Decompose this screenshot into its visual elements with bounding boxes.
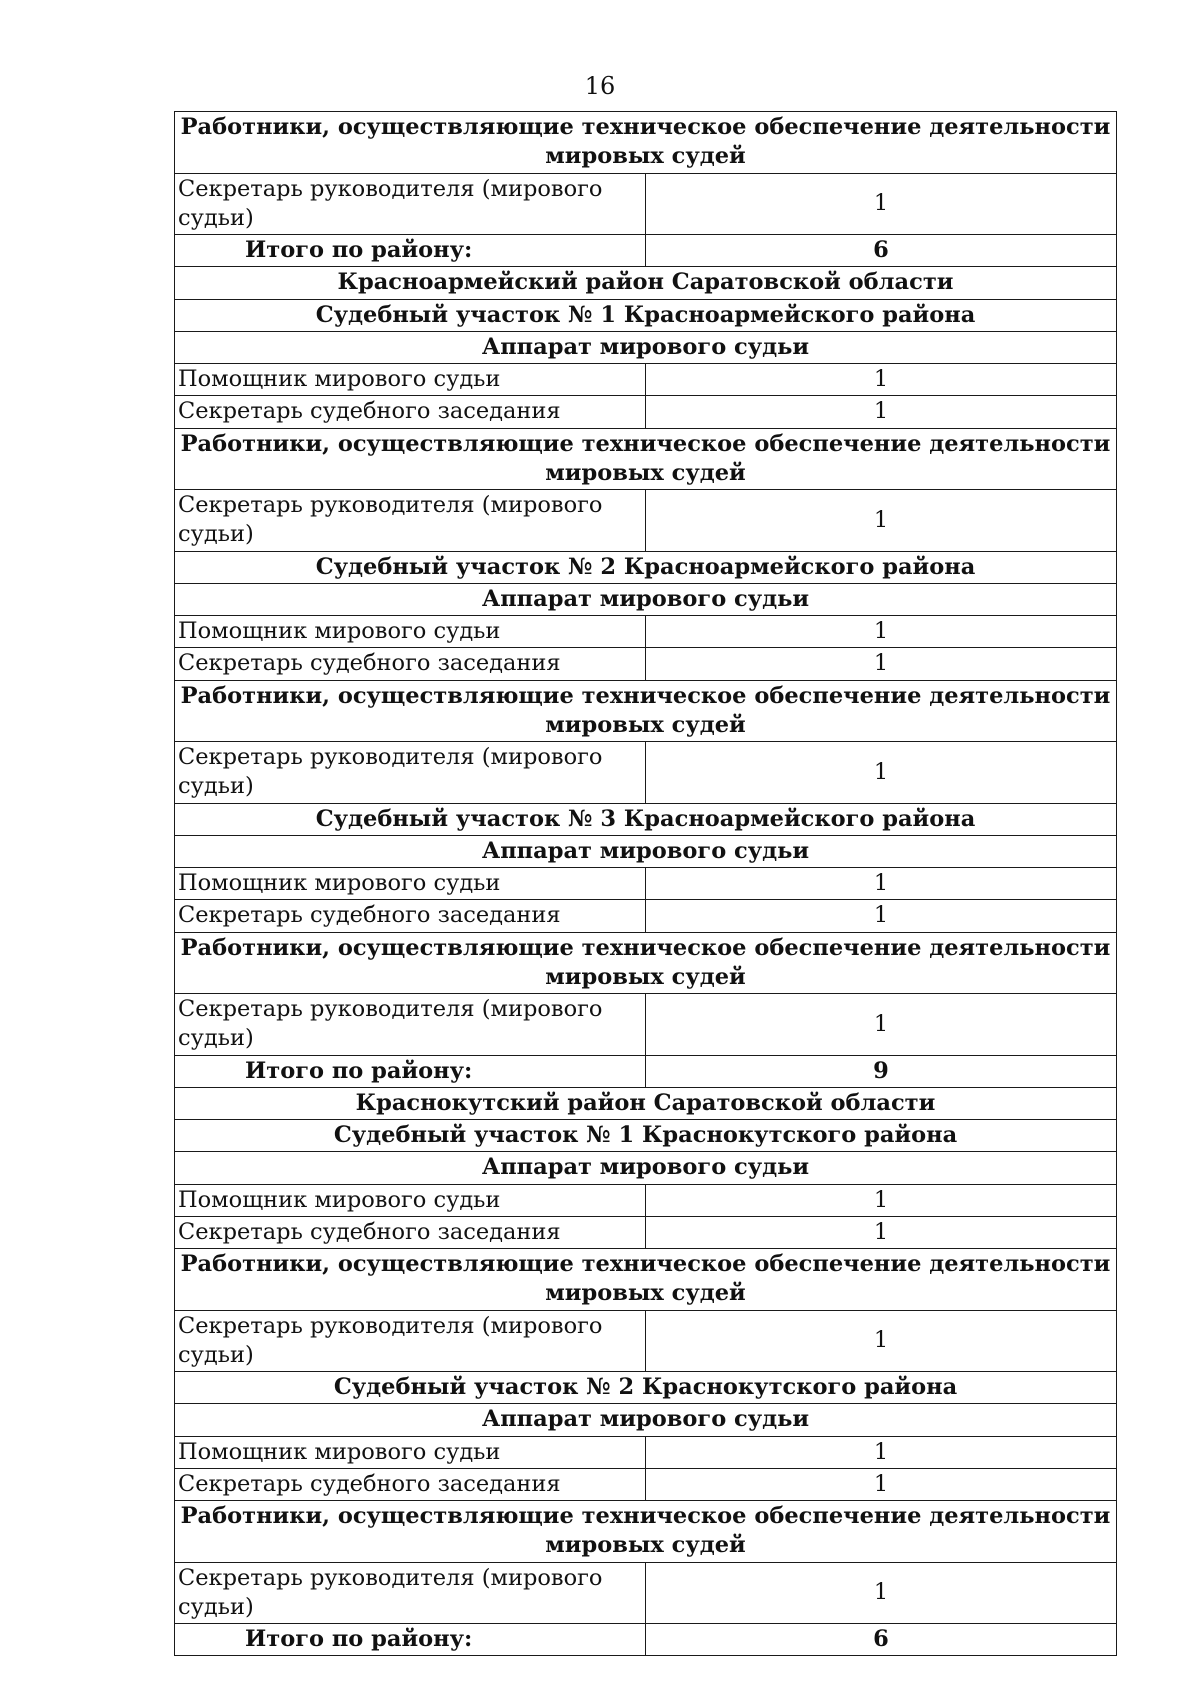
section-heading: Аппарат мирового судьи [175, 583, 1117, 615]
position-name: Секретарь руководителя (мирового судьи) [175, 173, 646, 235]
position-name: Помощник мирового судьи [175, 868, 646, 900]
total-label: Итого по району: [175, 1624, 646, 1656]
section-heading-row [175, 331, 1117, 363]
section-heading-row [175, 932, 1117, 994]
position-count: 1 [646, 1468, 1117, 1500]
position-count: 1 [646, 1216, 1117, 1248]
position-row [175, 616, 1117, 648]
page-number: 16 [584, 72, 616, 100]
position-count: 1 [646, 994, 1117, 1056]
total-value: 9 [646, 1055, 1117, 1087]
section-heading-row [175, 551, 1117, 583]
position-count: 1 [646, 1562, 1117, 1624]
staff-table-body [175, 112, 1117, 1656]
position-row [175, 1436, 1117, 1468]
position-name: Помощник мирового судьи [175, 1184, 646, 1216]
position-row [175, 173, 1117, 235]
position-row [175, 1184, 1117, 1216]
section-heading: Работники, осуществляющие техническое обеспечение деятельности мировых судей [175, 1249, 1117, 1311]
section-heading-row [175, 1372, 1117, 1404]
section-heading: Работники, осуществляющие техническое обеспечение деятельности мировых судей [175, 112, 1117, 174]
section-heading: Аппарат мирового судьи [175, 331, 1117, 363]
section-heading: Работники, осуществляющие техническое обеспечение деятельности мировых судей [175, 1501, 1117, 1563]
position-name: Секретарь руководителя (мирового судьи) [175, 1310, 646, 1372]
position-row [175, 396, 1117, 428]
position-count: 1 [646, 173, 1117, 235]
position-row [175, 1310, 1117, 1372]
section-heading-row [175, 112, 1117, 174]
section-heading: Судебный участок № 3 Красноармейского района [175, 803, 1117, 835]
section-heading: Аппарат мирового судьи [175, 1152, 1117, 1184]
position-name: Секретарь судебного заседания [175, 900, 646, 932]
section-heading-row [175, 1501, 1117, 1563]
section-heading: Работники, осуществляющие техническое обеспечение деятельности мировых судей [175, 680, 1117, 742]
total-label: Итого по району: [175, 235, 646, 267]
district-total-row [175, 1055, 1117, 1087]
position-count: 1 [646, 616, 1117, 648]
position-count: 1 [646, 742, 1117, 804]
section-heading-row [175, 1087, 1117, 1119]
section-heading: Работники, осуществляющие техническое обеспечение деятельности мировых судей [175, 428, 1117, 490]
position-name: Помощник мирового судьи [175, 364, 646, 396]
position-row [175, 648, 1117, 680]
position-count: 1 [646, 364, 1117, 396]
section-heading-row [175, 428, 1117, 490]
total-value: 6 [646, 235, 1117, 267]
position-name: Помощник мирового судьи [175, 616, 646, 648]
staff-table [174, 111, 1117, 1656]
position-count: 1 [646, 900, 1117, 932]
position-name: Секретарь руководителя (мирового судьи) [175, 1562, 646, 1624]
position-row [175, 490, 1117, 552]
total-value: 6 [646, 1624, 1117, 1656]
position-name: Секретарь судебного заседания [175, 1468, 646, 1500]
position-row [175, 994, 1117, 1056]
position-name: Секретарь судебного заседания [175, 648, 646, 680]
position-name: Секретарь судебного заседания [175, 1216, 646, 1248]
section-heading: Краснокутский район Саратовской области [175, 1087, 1117, 1119]
position-row [175, 1216, 1117, 1248]
section-heading: Красноармейский район Саратовской области [175, 267, 1117, 299]
position-row [175, 900, 1117, 932]
section-heading-row [175, 583, 1117, 615]
position-count: 1 [646, 648, 1117, 680]
section-heading: Аппарат мирового судьи [175, 1404, 1117, 1436]
section-heading-row [175, 680, 1117, 742]
district-total-row [175, 235, 1117, 267]
section-heading-row [175, 1404, 1117, 1436]
section-heading: Судебный участок № 2 Краснокутского района [175, 1372, 1117, 1404]
position-name: Секретарь судебного заседания [175, 396, 646, 428]
position-count: 1 [646, 1184, 1117, 1216]
position-row [175, 868, 1117, 900]
position-name: Секретарь руководителя (мирового судьи) [175, 490, 646, 552]
section-heading-row [175, 1249, 1117, 1311]
section-heading-row [175, 835, 1117, 867]
section-heading: Судебный участок № 1 Красноармейского района [175, 299, 1117, 331]
position-row [175, 1562, 1117, 1624]
section-heading-row [175, 267, 1117, 299]
section-heading: Судебный участок № 2 Красноармейского района [175, 551, 1117, 583]
position-count: 1 [646, 490, 1117, 552]
section-heading-row [175, 803, 1117, 835]
section-heading: Аппарат мирового судьи [175, 835, 1117, 867]
section-heading: Работники, осуществляющие техническое обеспечение деятельности мировых судей [175, 932, 1117, 994]
section-heading-row [175, 1152, 1117, 1184]
position-name: Секретарь руководителя (мирового судьи) [175, 742, 646, 804]
section-heading-row [175, 1120, 1117, 1152]
total-label: Итого по району: [175, 1055, 646, 1087]
position-count: 1 [646, 1310, 1117, 1372]
position-count: 1 [646, 1436, 1117, 1468]
section-heading-row [175, 299, 1117, 331]
position-count: 1 [646, 396, 1117, 428]
section-heading: Судебный участок № 1 Краснокутского района [175, 1120, 1117, 1152]
position-row [175, 364, 1117, 396]
district-total-row [175, 1624, 1117, 1656]
position-name: Секретарь руководителя (мирового судьи) [175, 994, 646, 1056]
position-row [175, 742, 1117, 804]
position-name: Помощник мирового судьи [175, 1436, 646, 1468]
position-row [175, 1468, 1117, 1500]
position-count: 1 [646, 868, 1117, 900]
